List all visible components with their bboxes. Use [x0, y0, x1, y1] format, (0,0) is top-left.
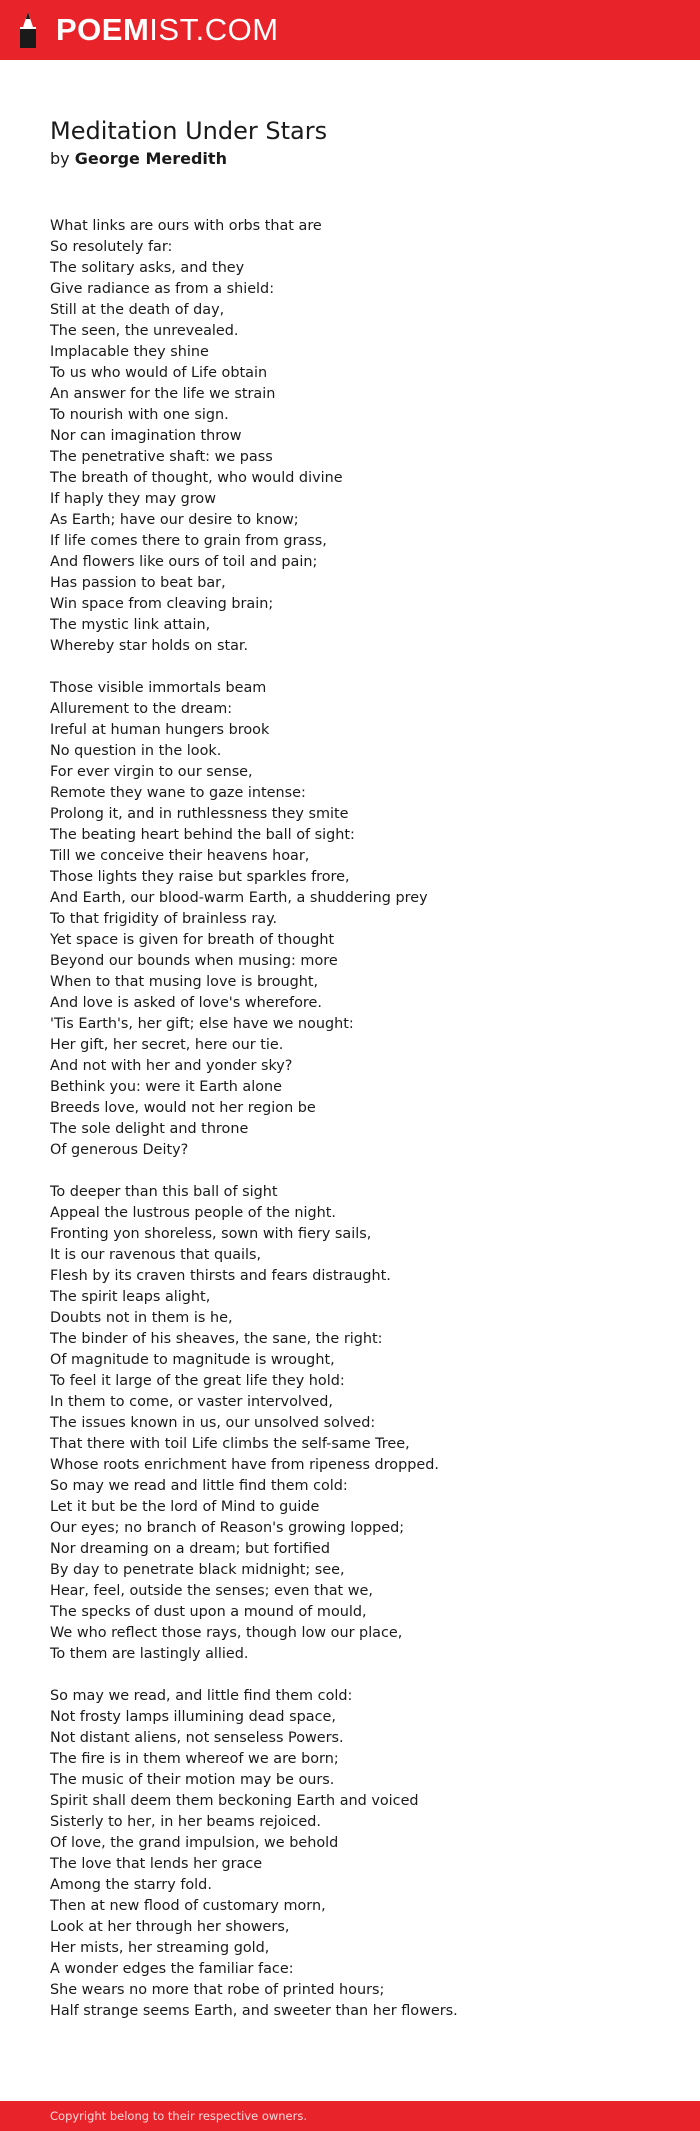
poem-line: Yet space is given for breath of thought — [50, 932, 335, 948]
poem-line: A wonder edges the familiar face: — [50, 1961, 294, 1977]
poem-line: When to that musing love is brought, — [50, 974, 319, 990]
poem-line: Fronting yon shoreless, sown with fiery sails, — [50, 1226, 372, 1242]
poem-line: Whose roots enrichment have from ripeness dropped. — [50, 1457, 439, 1473]
poem-line: The mystic link attain, — [50, 617, 211, 633]
poem-title: Meditation Under Stars — [50, 117, 328, 145]
poem-line: Then at new flood of customary morn, — [50, 1898, 326, 1914]
poem-line: The spirit leaps alight, — [50, 1289, 211, 1305]
poem-line: Win space from cleaving brain; — [50, 596, 274, 612]
poem-line: Sisterly to her, in her beams rejoiced. — [50, 1814, 321, 1830]
pencil-icon — [16, 10, 40, 50]
poem-line: Of love, the grand impulsion, we behold — [50, 1835, 339, 1851]
poem-line: To feel it large of the great life they hold: — [50, 1373, 345, 1389]
poem-line: Spirit shall deem them beckoning Earth and voiced — [50, 1793, 419, 1809]
poem-stanza — [50, 1182, 670, 1665]
poem-line: Hear, feel, outside the senses; even that we, — [50, 1583, 373, 1599]
poem-line: The specks of dust upon a mound of mould, — [50, 1604, 367, 1620]
poem-content — [50, 116, 670, 2043]
poem-line: As Earth; have our desire to know; — [50, 512, 299, 528]
poem-line: By day to penetrate black midnight; see, — [50, 1562, 345, 1578]
poem-line: The binder of his sheaves, the sane, the right: — [50, 1331, 383, 1347]
poem-line: Nor dreaming on a dream; but fortified — [50, 1541, 331, 1557]
poem-line: Her gift, her secret, here our tie. — [50, 1037, 284, 1053]
poem-line: Still at the death of day, — [50, 302, 225, 318]
poem-line: Breeds love, would not her region be — [50, 1100, 316, 1116]
poem-line: Not frosty lamps illumining dead space, — [50, 1709, 336, 1725]
poem-line: So may we read, and little find them cold: — [50, 1688, 353, 1704]
copyright-text: Copyright belong to their respective owners. — [50, 2109, 308, 2123]
poem-line: Appeal the lustrous people of the night. — [50, 1205, 336, 1221]
poem-line: To deeper than this ball of sight — [50, 1184, 278, 1200]
poem-line: We who reflect those rays, though low our place, — [50, 1625, 403, 1641]
poem-stanza — [50, 1686, 670, 2022]
poem-line: Half strange seems Earth, and sweeter than her flowers. — [50, 2003, 458, 2019]
poem-line: She wears no more that robe of printed hours; — [50, 1982, 385, 1998]
poem-line: What links are ours with orbs that are — [50, 218, 322, 234]
poem-line: The music of their motion may be ours. — [50, 1772, 335, 1788]
poem-line: For ever virgin to our sense, — [50, 764, 253, 780]
poem-line: Let it but be the lord of Mind to guide — [50, 1499, 320, 1515]
poem-line: Remote they wane to gaze intense: — [50, 785, 306, 801]
poem-line: It is our ravenous that quails, — [50, 1247, 262, 1263]
poem-line: And not with her and yonder sky? — [50, 1058, 293, 1074]
poem-body — [50, 216, 670, 2022]
poem-line: Not distant aliens, not senseless Powers. — [50, 1730, 344, 1746]
poem-line: Whereby star holds on star. — [50, 638, 249, 654]
poem-line: Our eyes; no branch of Reason's growing lopped; — [50, 1520, 405, 1536]
poem-line: Among the starry fold. — [50, 1877, 212, 1893]
poem-line: So resolutely far: — [50, 239, 173, 255]
poem-author[interactable]: George Meredith — [74, 149, 227, 168]
poem-line: To us who would of Life obtain — [50, 365, 268, 381]
poem-line: The seen, the unrevealed. — [50, 323, 239, 339]
poem-line: To them are lastingly allied. — [50, 1646, 249, 1662]
poem-line: Beyond our bounds when musing: more — [50, 953, 338, 969]
site-footer — [0, 2101, 700, 2131]
poem-line: Those visible immortals beam — [50, 680, 267, 696]
poem-line: If life comes there to grain from grass, — [50, 533, 327, 549]
site-header — [0, 0, 700, 60]
poem-line: The solitary asks, and they — [50, 260, 245, 276]
poem-line: Of generous Deity? — [50, 1142, 189, 1158]
brand-light-text: IST.COM — [149, 12, 279, 47]
poem-line: The love that lends her grace — [50, 1856, 263, 1872]
poem-line: To that frigidity of brainless ray. — [50, 911, 278, 927]
poem-line: And flowers like ours of toil and pain; — [50, 554, 318, 570]
poem-line: Her mists, her streaming gold, — [50, 1940, 270, 1956]
poem-line: In them to come, or vaster intervolved, — [50, 1394, 333, 1410]
poem-line: To nourish with one sign. — [50, 407, 229, 423]
poem-line: The issues known in us, our unsolved solved: — [50, 1415, 376, 1431]
poem-line: And Earth, our blood-warm Earth, a shuddering prey — [50, 890, 428, 906]
poem-line: 'Tis Earth's, her gift; else have we nought: — [50, 1016, 354, 1032]
poem-line: The sole delight and throne — [50, 1121, 249, 1137]
poem-byline — [50, 148, 670, 170]
poem-line: So may we read and little find them cold: — [50, 1478, 348, 1494]
poem-stanza — [50, 216, 670, 657]
site-logo-text — [56, 10, 279, 50]
poem-line: Ireful at human hungers brook — [50, 722, 270, 738]
by-label: by — [50, 149, 70, 168]
poem-line: Look at her through her showers, — [50, 1919, 290, 1935]
poem-line: The fire is in them whereof we are born; — [50, 1751, 339, 1767]
site-logo-link[interactable] — [16, 10, 279, 50]
poem-line: And love is asked of love's wherefore. — [50, 995, 322, 1011]
poem-line: An answer for the life we strain — [50, 386, 276, 402]
poem-line: No question in the look. — [50, 743, 222, 759]
poem-line: That there with toil Life climbs the self-same Tree, — [50, 1436, 410, 1452]
poem-line: The beating heart behind the ball of sight: — [50, 827, 355, 843]
poem-line: Prolong it, and in ruthlessness they smite — [50, 806, 349, 822]
poem-line: The breath of thought, who would divine — [50, 470, 343, 486]
poem-line: Has passion to beat bar, — [50, 575, 226, 591]
poem-line: If haply they may grow — [50, 491, 216, 507]
poem-stanza — [50, 678, 670, 1161]
poem-line: Implacable they shine — [50, 344, 209, 360]
poem-line: Of magnitude to magnitude is wrought, — [50, 1352, 335, 1368]
poem-line: Nor can imagination throw — [50, 428, 242, 444]
poem-line: Bethink you: were it Earth alone — [50, 1079, 283, 1095]
poem-line: Flesh by its craven thirsts and fears distraught. — [50, 1268, 391, 1284]
poem-line: The penetrative shaft: we pass — [50, 449, 273, 465]
poem-line: Till we conceive their heavens hoar, — [50, 848, 310, 864]
brand-bold-text: POEM — [56, 12, 150, 47]
poem-line: Allurement to the dream: — [50, 701, 233, 717]
poem-line: Those lights they raise but sparkles frore, — [50, 869, 350, 885]
poem-line: Doubts not in them is he, — [50, 1310, 233, 1326]
poem-line: Give radiance as from a shield: — [50, 281, 275, 297]
